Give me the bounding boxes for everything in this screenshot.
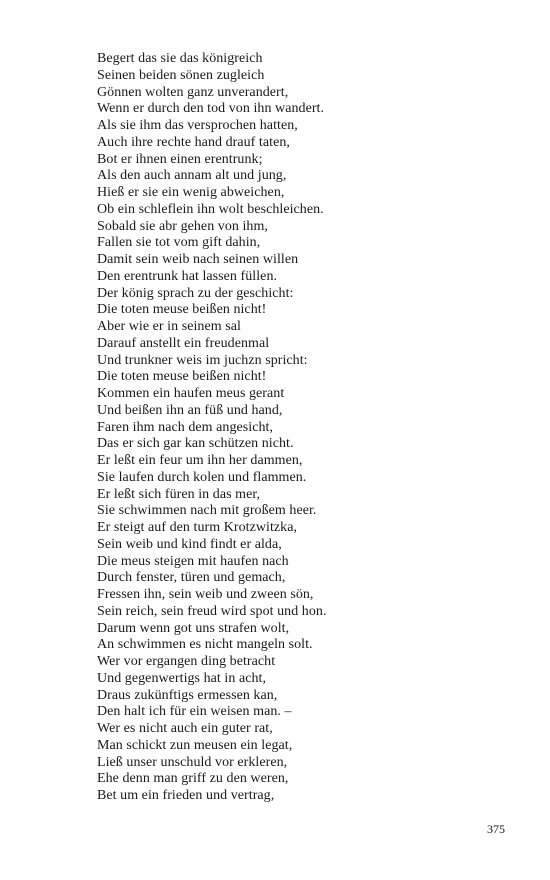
poem-line: Begert das sie das königreich xyxy=(97,51,263,66)
poem-line: Ob ein schleflein ihn wolt beschleichen. xyxy=(97,201,324,217)
poem-line: Damit sein weib nach seinen willen xyxy=(97,252,299,267)
poem-line: Wer es nicht auch ein guter rat, xyxy=(97,721,273,736)
poem-line: Er leßt sich füren in das mer, xyxy=(97,486,261,502)
poem-line: Die meus steigen mit haufen nach xyxy=(97,553,289,569)
poem-line: Kommen ein haufen meus gerant xyxy=(97,386,285,401)
poem-line: Faren ihm nach dem angesicht, xyxy=(97,419,274,435)
poem-line: Gönnen wolten ganz unverandert, xyxy=(97,84,289,100)
poem-line: Darum wenn got uns strafen wolt, xyxy=(97,620,290,636)
poem-line: Den erentrunk hat lassen füllen. xyxy=(97,268,278,284)
poem-line: Bet um ein frieden und vertrag, xyxy=(97,788,275,803)
poem-text xyxy=(97,51,517,805)
poem-line: Durch fenster, türen und gemach, xyxy=(97,570,286,586)
poem-line: Den halt ich für ein weisen man. – xyxy=(97,704,292,720)
poem-line: Darauf anstellt ein freudenmal xyxy=(97,335,270,351)
poem-line: Man schickt zun meusen ein legat, xyxy=(97,737,293,753)
poem-line: Sobald sie abr gehen von ihm, xyxy=(97,218,268,234)
poem-line: Ließ unser unschuld vor erkleren, xyxy=(97,754,288,770)
poem-line: Sein weib und kind findt er alda, xyxy=(97,536,282,552)
poem-line: Als sie ihm das versprochen hatten, xyxy=(97,118,298,133)
poem-line: Und gegenwertigs hat in acht, xyxy=(97,670,267,686)
poem-line: Er leßt ein feur um ihn her dammen, xyxy=(97,453,303,468)
poem-line: Die toten meuse beißen nicht! xyxy=(97,369,267,385)
poem-line: Bot er ihnen einen erentrunk; xyxy=(97,151,263,167)
poem-line: Hieß er sie ein wenig abweichen, xyxy=(97,185,285,200)
poem-line: An schwimmen es nicht mangeln solt. xyxy=(97,637,313,653)
poem-line: Und beißen ihn an füß und hand, xyxy=(97,402,283,418)
poem-line: Die toten meuse beißen nicht! xyxy=(97,302,267,318)
poem-line: Und trunkner weis im juchzn spricht: xyxy=(97,352,308,368)
poem-line: Draus zukünftigs ermessen kan, xyxy=(97,687,278,703)
poem-line: Wer vor ergangen ding betracht xyxy=(97,654,276,669)
poem-line: Der könig sprach zu der geschicht: xyxy=(97,285,294,301)
poem-line: Ehe denn man griff zu den weren, xyxy=(97,771,289,787)
poem-line: Fallen sie tot vom gift dahin, xyxy=(97,235,261,251)
poem-line: Seinen beiden sönen zugleich xyxy=(97,67,265,83)
poem-line: Sein reich, sein freud wird spot und hon. xyxy=(97,603,327,619)
poem-line: Er steigt auf den turm Krotzwitzka, xyxy=(97,520,298,535)
poem-line: Sie laufen durch kolen und flammen. xyxy=(97,469,307,485)
poem-line: Als den auch annam alt und jung, xyxy=(97,168,287,184)
poem-line: Aber wie er in seinem sal xyxy=(97,319,241,334)
poem-line: Wenn er durch den tod von ihn wandert. xyxy=(97,101,325,117)
poem-line: Auch ihre rechte hand drauf taten, xyxy=(97,134,290,150)
poem-line: Sie schwimmen nach mit großem heer. xyxy=(97,503,317,519)
page-number: 375 xyxy=(487,822,505,836)
poem-line: Fressen ihn, sein weib und zween sön, xyxy=(97,587,314,602)
poem-line: Das er sich gar kan schützen nicht. xyxy=(97,436,294,452)
